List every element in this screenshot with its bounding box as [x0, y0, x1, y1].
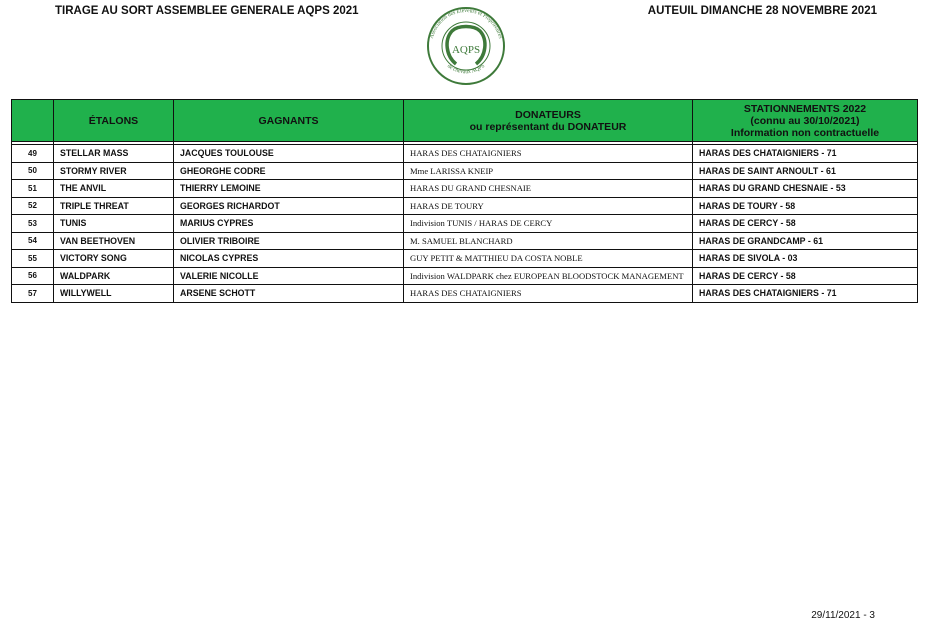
table-row: [12, 215, 918, 233]
gagnant-cell: NICOLAS CYPRES: [174, 250, 404, 268]
table-row: [12, 162, 918, 180]
logo-ring-bottom: de chevaux AQPS: [445, 63, 487, 76]
stationnement-cell: HARAS DE SIVOLA - 03: [693, 250, 918, 268]
gagnant-cell: GHEORGHE CODRE: [174, 162, 404, 180]
col-header-gagnants: GAGNANTS: [174, 100, 404, 142]
row-number: 56: [12, 267, 54, 285]
col-header-etalons: ÉTALONS: [54, 100, 174, 142]
row-number: 54: [12, 232, 54, 250]
col-header-number: [12, 100, 54, 142]
etalon-cell: VICTORY SONG: [54, 250, 174, 268]
donateur-cell: HARAS DU GRAND CHESNAIE: [404, 180, 693, 198]
stationnement-cell: HARAS DU GRAND CHESNAIE - 53: [693, 180, 918, 198]
table-row: [12, 145, 918, 163]
row-number: 53: [12, 215, 54, 233]
logo-ring-top: Association des Eleveurs et Propriétaires: [428, 7, 504, 40]
donateur-cell: Indivision WALDPARK chez EUROPEAN BLOODSTOCK MANAGEMENT: [404, 267, 693, 285]
table-row: [12, 267, 918, 285]
donateur-cell: Indivision TUNIS / HARAS DE CERCY: [404, 215, 693, 233]
document-title-right: AUTEUIL DIMANCHE 28 NOVEMBRE 2021: [647, 5, 877, 17]
table-row: [12, 232, 918, 250]
table-row: [12, 250, 918, 268]
row-number: 50: [12, 162, 54, 180]
etalon-cell: WILLYWELL: [54, 285, 174, 303]
table-row: [12, 197, 918, 215]
gagnant-cell: THIERRY LEMOINE: [174, 180, 404, 198]
etalon-cell: TUNIS: [54, 215, 174, 233]
stationnement-cell: HARAS DE CERCY - 58: [693, 215, 918, 233]
donateur-cell: HARAS DE TOURY: [404, 197, 693, 215]
gagnant-cell: JACQUES TOULOUSE: [174, 145, 404, 163]
gagnant-cell: ARSENE SCHOTT: [174, 285, 404, 303]
row-number: 57: [12, 285, 54, 303]
page-footer: 29/11/2021 - 3: [811, 610, 875, 621]
document-title-left: TIRAGE AU SORT ASSEMBLEE GENERALE AQPS 2021: [55, 5, 359, 17]
stationnement-cell: HARAS DES CHATAIGNIERS - 71: [693, 145, 918, 163]
donateur-cell: HARAS DES CHATAIGNIERS: [404, 285, 693, 303]
stationnement-cell: HARAS DE SAINT ARNOULT - 61: [693, 162, 918, 180]
etalon-cell: STORMY RIVER: [54, 162, 174, 180]
gagnant-cell: VALERIE NICOLLE: [174, 267, 404, 285]
col-header-stationnements: STATIONNEMENTS 2022 (connu au 30/10/2021) Information non contractuelle: [693, 100, 918, 142]
gagnant-cell: MARIUS CYPRES: [174, 215, 404, 233]
etalon-cell: TRIPLE THREAT: [54, 197, 174, 215]
logo-center-text: AQPS: [451, 44, 481, 56]
col-header-donateurs: DONATEURS ou représentant du DONATEUR: [404, 100, 693, 142]
row-number: 51: [12, 180, 54, 198]
table-header-row: [12, 100, 918, 142]
stationnement-cell: HARAS DE GRANDCAMP - 61: [693, 232, 918, 250]
row-number: 49: [12, 145, 54, 163]
donateur-cell: Mme LARISSA KNEIP: [404, 162, 693, 180]
stationnement-cell: HARAS DE TOURY - 58: [693, 197, 918, 215]
donateur-cell: GUY PETIT & MATTHIEU DA COSTA NOBLE: [404, 250, 693, 268]
draw-results-table: [11, 99, 918, 303]
donateur-cell: HARAS DES CHATAIGNIERS: [404, 145, 693, 163]
table-row: [12, 180, 918, 198]
row-number: 52: [12, 197, 54, 215]
aqps-logo: [420, 6, 512, 86]
gagnant-cell: GEORGES RICHARDOT: [174, 197, 404, 215]
donateur-cell: M. SAMUEL BLANCHARD: [404, 232, 693, 250]
table-body: [12, 142, 918, 303]
etalon-cell: THE ANVIL: [54, 180, 174, 198]
gagnant-cell: OLIVIER TRIBOIRE: [174, 232, 404, 250]
table-row: [12, 285, 918, 303]
etalon-cell: VAN BEETHOVEN: [54, 232, 174, 250]
stationnement-cell: HARAS DES CHATAIGNIERS - 71: [693, 285, 918, 303]
row-number: 55: [12, 250, 54, 268]
etalon-cell: STELLAR MASS: [54, 145, 174, 163]
stationnement-cell: HARAS DE CERCY - 58: [693, 267, 918, 285]
etalon-cell: WALDPARK: [54, 267, 174, 285]
